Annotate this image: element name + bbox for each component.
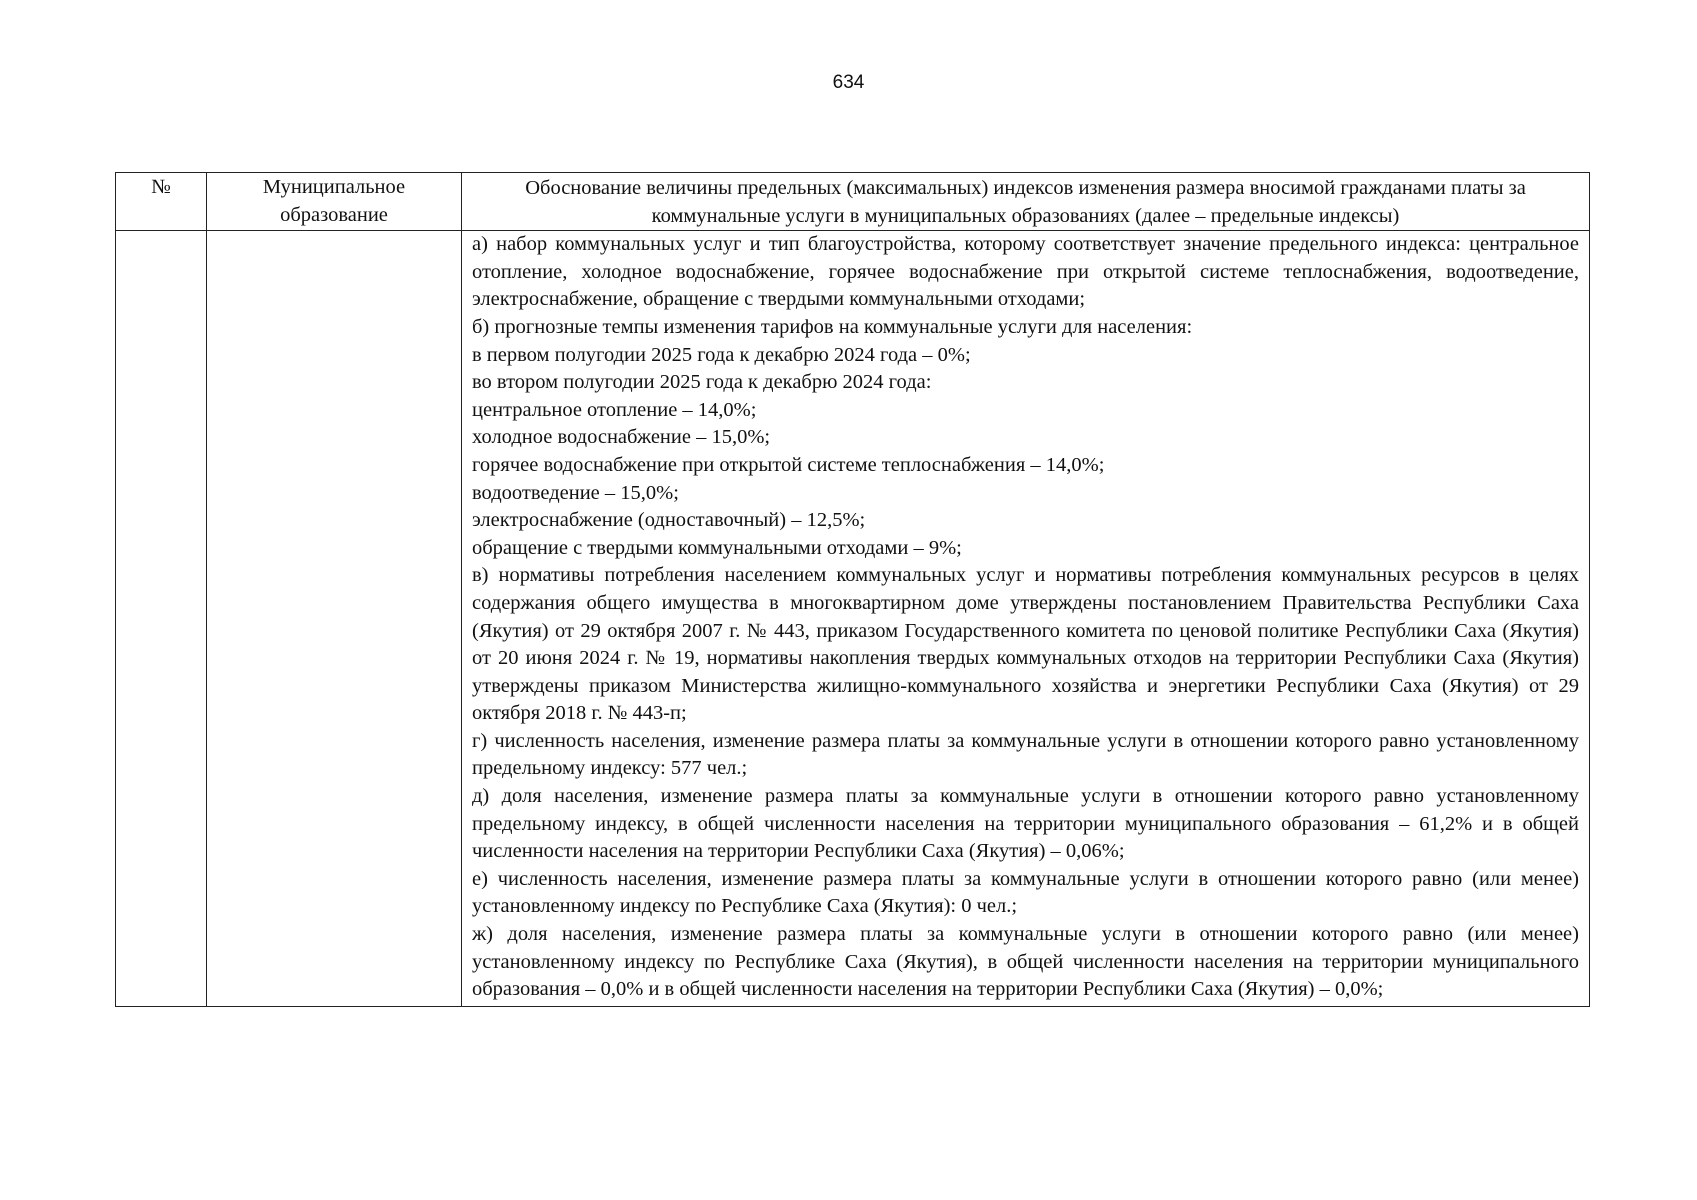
row-number-cell — [116, 231, 207, 1007]
paragraph-b-second-half: во втором полугодии 2025 года к декабрю 2024 года: — [472, 371, 932, 394]
rate-central-heating: центральное отопление – 14,0%; — [472, 398, 757, 421]
tariff-index-table — [115, 172, 1590, 1007]
paragraph-g: г) численность населения, изменение размера платы за коммунальные услуги в отношении которого равно установленному предельному индексу: 577 чел.; — [472, 729, 1579, 780]
paragraph-a: а) набор коммунальных услуг и тип благоустройства, которому соответствует значение предельного индекса: центральное отопление, холодное водоснабжение, горячее водоснабжение при открытой системе теплоснабжения, водоотведение, электроснабжение, обращение с твердыми коммунальными отходами; — [472, 233, 1579, 311]
paragraph-b-first-half: в первом полугодии 2025 года к декабрю 2024 года – 0%; — [472, 343, 971, 366]
page-number: 634 — [832, 72, 865, 93]
table-header-row — [116, 173, 1590, 231]
paragraph-b: б) прогнозные темпы изменения тарифов на коммунальные услуги для населения: — [472, 315, 1193, 338]
rate-drainage: водоотведение – 15,0%; — [472, 481, 679, 504]
rate-hot-water: горячее водоснабжение при открытой системе теплоснабжения – 14,0%; — [472, 453, 1105, 476]
header-municipality: Муниципальное образование — [207, 173, 462, 231]
paragraph-e: е) численность населения, изменение размера платы за коммунальные услуги в отношении которого равно (или менее) установленному индексу по Республике Саха (Якутия): 0 чел.; — [472, 867, 1579, 918]
rate-electricity: электроснабжение (одноставочный) – 12,5%; — [472, 509, 866, 532]
rate-solid-waste: обращение с твердыми коммунальными отходами – 9%; — [472, 536, 962, 559]
paragraph-v: в) нормативы потребления населением коммунальных услуг и нормативы потребления коммунальных ресурсов в целях содержания общего имущества в многоквартирном доме утверждены постановлением Правительства Республики Саха (Якутия) от 29 октября 2007 г. № 443, приказом Государственного комитета по ценовой политике Республики Саха (Якутия) от 20 июня 2024 г. № 19, нормативы накопления твердых коммунальных отходов на территории Республики Саха (Якутия) утверждены приказом Министерства жилищно-коммунального хозяйства и энергетики Республики Саха (Якутия) от 29 октября 2018 г. № 443-п; — [472, 564, 1579, 725]
paragraph-zh: ж) доля населения, изменение размера платы за коммунальные услуги в отношении которого равно (или менее) установленному индексу по Республике Саха (Якутия), в общей численности населения на территории муниципального образования – 0,0% и в общей численности населения на территории Республики Саха (Якутия) – 0,0%; — [472, 923, 1579, 1001]
table-row — [116, 231, 1590, 1007]
row-basis-cell — [462, 231, 1590, 1007]
header-basis: Обоснование величины предельных (максимальных) индексов изменения размера вносимой гражданами платы за коммунальные услуги в муниципальных образованиях (далее – предельные индексы) — [462, 173, 1590, 231]
rate-cold-water: холодное водоснабжение – 15,0%; — [472, 426, 771, 449]
header-number: № — [116, 173, 207, 231]
row-municipality-cell — [207, 231, 462, 1007]
paragraph-d: д) доля населения, изменение размера платы за коммунальные услуги в отношении которого равно установленному предельному индексу, в общей численности населения на территории муниципального образования – 61,2% и в общей численности населения на территории Республики Саха (Якутия) – 0,06%; — [472, 785, 1579, 863]
